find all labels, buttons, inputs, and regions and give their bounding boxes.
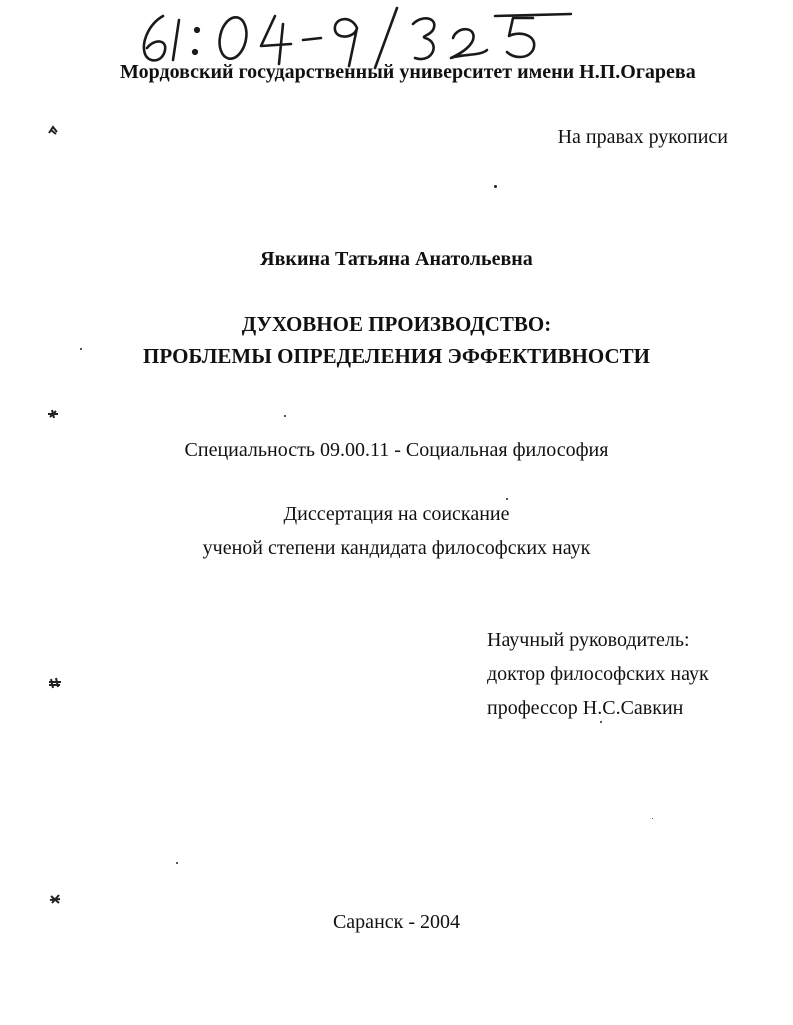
- scan-speck: [80, 348, 82, 350]
- scan-artifact-mark: [48, 893, 62, 905]
- scan-speck: [176, 862, 178, 864]
- scan-speck: [600, 721, 602, 723]
- university-name: Мордовский государственный университет имени Н.П.Огарева: [120, 61, 696, 83]
- manuscript-rights-label: На правах рукописи: [557, 126, 728, 148]
- scan-speck: [506, 498, 508, 500]
- dissertation-title-line-1: ДУХОВНОЕ ПРОИЗВОДСТВО:: [241, 312, 552, 336]
- supervisor-label: Научный руководитель:: [487, 629, 690, 651]
- author-name: Явкина Татьяна Анатольевна: [260, 248, 533, 270]
- scan-artifact-mark: [48, 677, 62, 689]
- supervisor-name: профессор Н.С.Савкин: [487, 697, 684, 719]
- scan-artifact-mark: [46, 408, 60, 420]
- dissertation-title-line-2: ПРОБЛЕМЫ ОПРЕДЕЛЕНИЯ ЭФФЕКТИВНОСТИ: [143, 344, 650, 368]
- scan-speck: [284, 415, 286, 417]
- scan-artifact-mark: [46, 124, 60, 136]
- scan-speck: [494, 185, 497, 188]
- dissertation-type-line-1: Диссертация на соискание: [283, 503, 510, 525]
- dissertation-type-line-2: ученой степени кандидата философских наук: [202, 537, 591, 559]
- supervisor-degree: доктор философских наук: [487, 663, 709, 685]
- scan-speck: [652, 818, 653, 819]
- city-and-year: Саранск - 2004: [332, 911, 461, 933]
- specialty-line: Специальность 09.00.11 - Социальная философия: [184, 439, 609, 461]
